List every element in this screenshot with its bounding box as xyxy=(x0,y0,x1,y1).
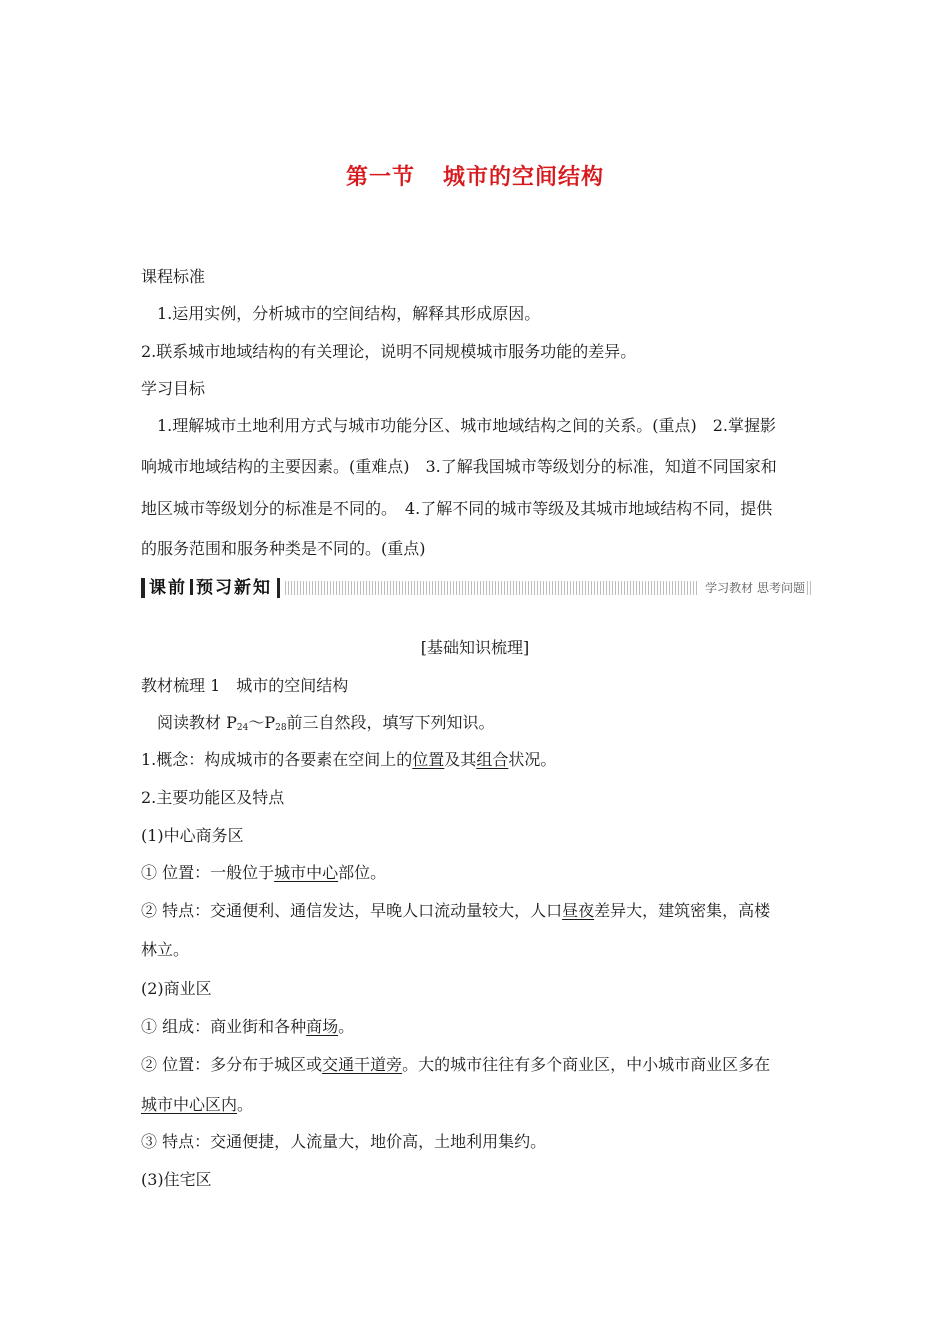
goals-line-1: 1.理解城市土地利用方式与城市功能分区、城市地域结构之间的关系。(重点) 2.掌握影 xyxy=(157,416,777,435)
blank-answer: 商场 xyxy=(306,1017,339,1036)
blank-answer: 交通干道旁 xyxy=(322,1055,403,1074)
cbd-features-cont: 林立。 xyxy=(141,940,190,959)
cbd-features: ② 特点：交通便利、通信发达，早晚人口流动量较大，人口昼夜差异大，建筑密集，高楼 xyxy=(141,901,771,920)
concept-line: 1.概念：构成城市的各要素在空间上的位置及其组合状况。 xyxy=(141,750,557,769)
goals-heading: 学习目标 xyxy=(141,379,206,398)
business-location: ② 位置：多分布于城区或交通干道旁。大的城市往往有多个商业区，中小城市商业区多在 xyxy=(141,1055,771,1074)
banner-title-part2: 预习新知 xyxy=(196,578,272,598)
cbd-location: ① 位置：一般位于城市中心部位。 xyxy=(141,863,387,882)
standards-item-1: 1.运用实例，分析城市的空间结构，解释其形成原因。 xyxy=(157,304,541,323)
business-composition: ① 组成：商业街和各种商场。 xyxy=(141,1017,355,1036)
business-heading: (2)商业区 xyxy=(141,979,212,998)
goals-line-3: 地区城市等级划分的标准是不同的。 4.了解不同的城市等级及其城市地域结构不同，提供 xyxy=(141,499,773,518)
functional-zones-heading: 2.主要功能区及特点 xyxy=(141,788,285,807)
banner-separator xyxy=(190,579,193,595)
standards-heading: 课程标准 xyxy=(141,267,206,286)
business-location-cont: 城市中心区内。 xyxy=(141,1095,254,1114)
title-part1: 第一节 xyxy=(345,165,415,190)
page-title xyxy=(0,160,950,191)
banner-bar xyxy=(141,578,145,598)
business-features: ③ 特点：交通便捷，人流量大，地价高，土地利用集约。 xyxy=(141,1132,547,1151)
residential-heading: (3)住宅区 xyxy=(141,1170,212,1189)
banner-title-part1: 课前 xyxy=(149,578,187,598)
cbd-heading: (1)中心商务区 xyxy=(141,826,244,845)
blank-answer: 位置 xyxy=(412,750,445,769)
banner-separator-end xyxy=(277,578,280,598)
preview-banner xyxy=(141,578,811,598)
blank-answer: 昼夜 xyxy=(562,901,595,920)
goals-line-2: 响城市地域结构的主要因素。(重难点) 3.了解我国城市等级划分的标准，知道不同国家和 xyxy=(141,457,777,476)
blank-answer: 组合 xyxy=(476,750,509,769)
banner-title xyxy=(149,578,272,598)
blank-answer: 城市中心区内 xyxy=(141,1095,238,1114)
reading-instruction: 阅读教材 $P_{24}\sim P_{28}$前三自然段，填写下列知识。 xyxy=(157,713,495,733)
title-part2: 城市的空间结构 xyxy=(443,165,605,190)
section-bracket-heading: [基础知识梳理] xyxy=(420,638,530,657)
banner-subtitle: 学习教材 思考问题 xyxy=(699,578,805,598)
standards-item-2: 2.联系城市地域结构的有关理论，说明不同规模城市服务功能的差异。 xyxy=(141,342,637,361)
section-heading: 教材梳理 1 城市的空间结构 xyxy=(141,676,349,695)
goals-line-4: 的服务范围和服务种类是不同的。(重点) xyxy=(141,539,426,558)
blank-answer: 城市中心 xyxy=(274,863,339,882)
